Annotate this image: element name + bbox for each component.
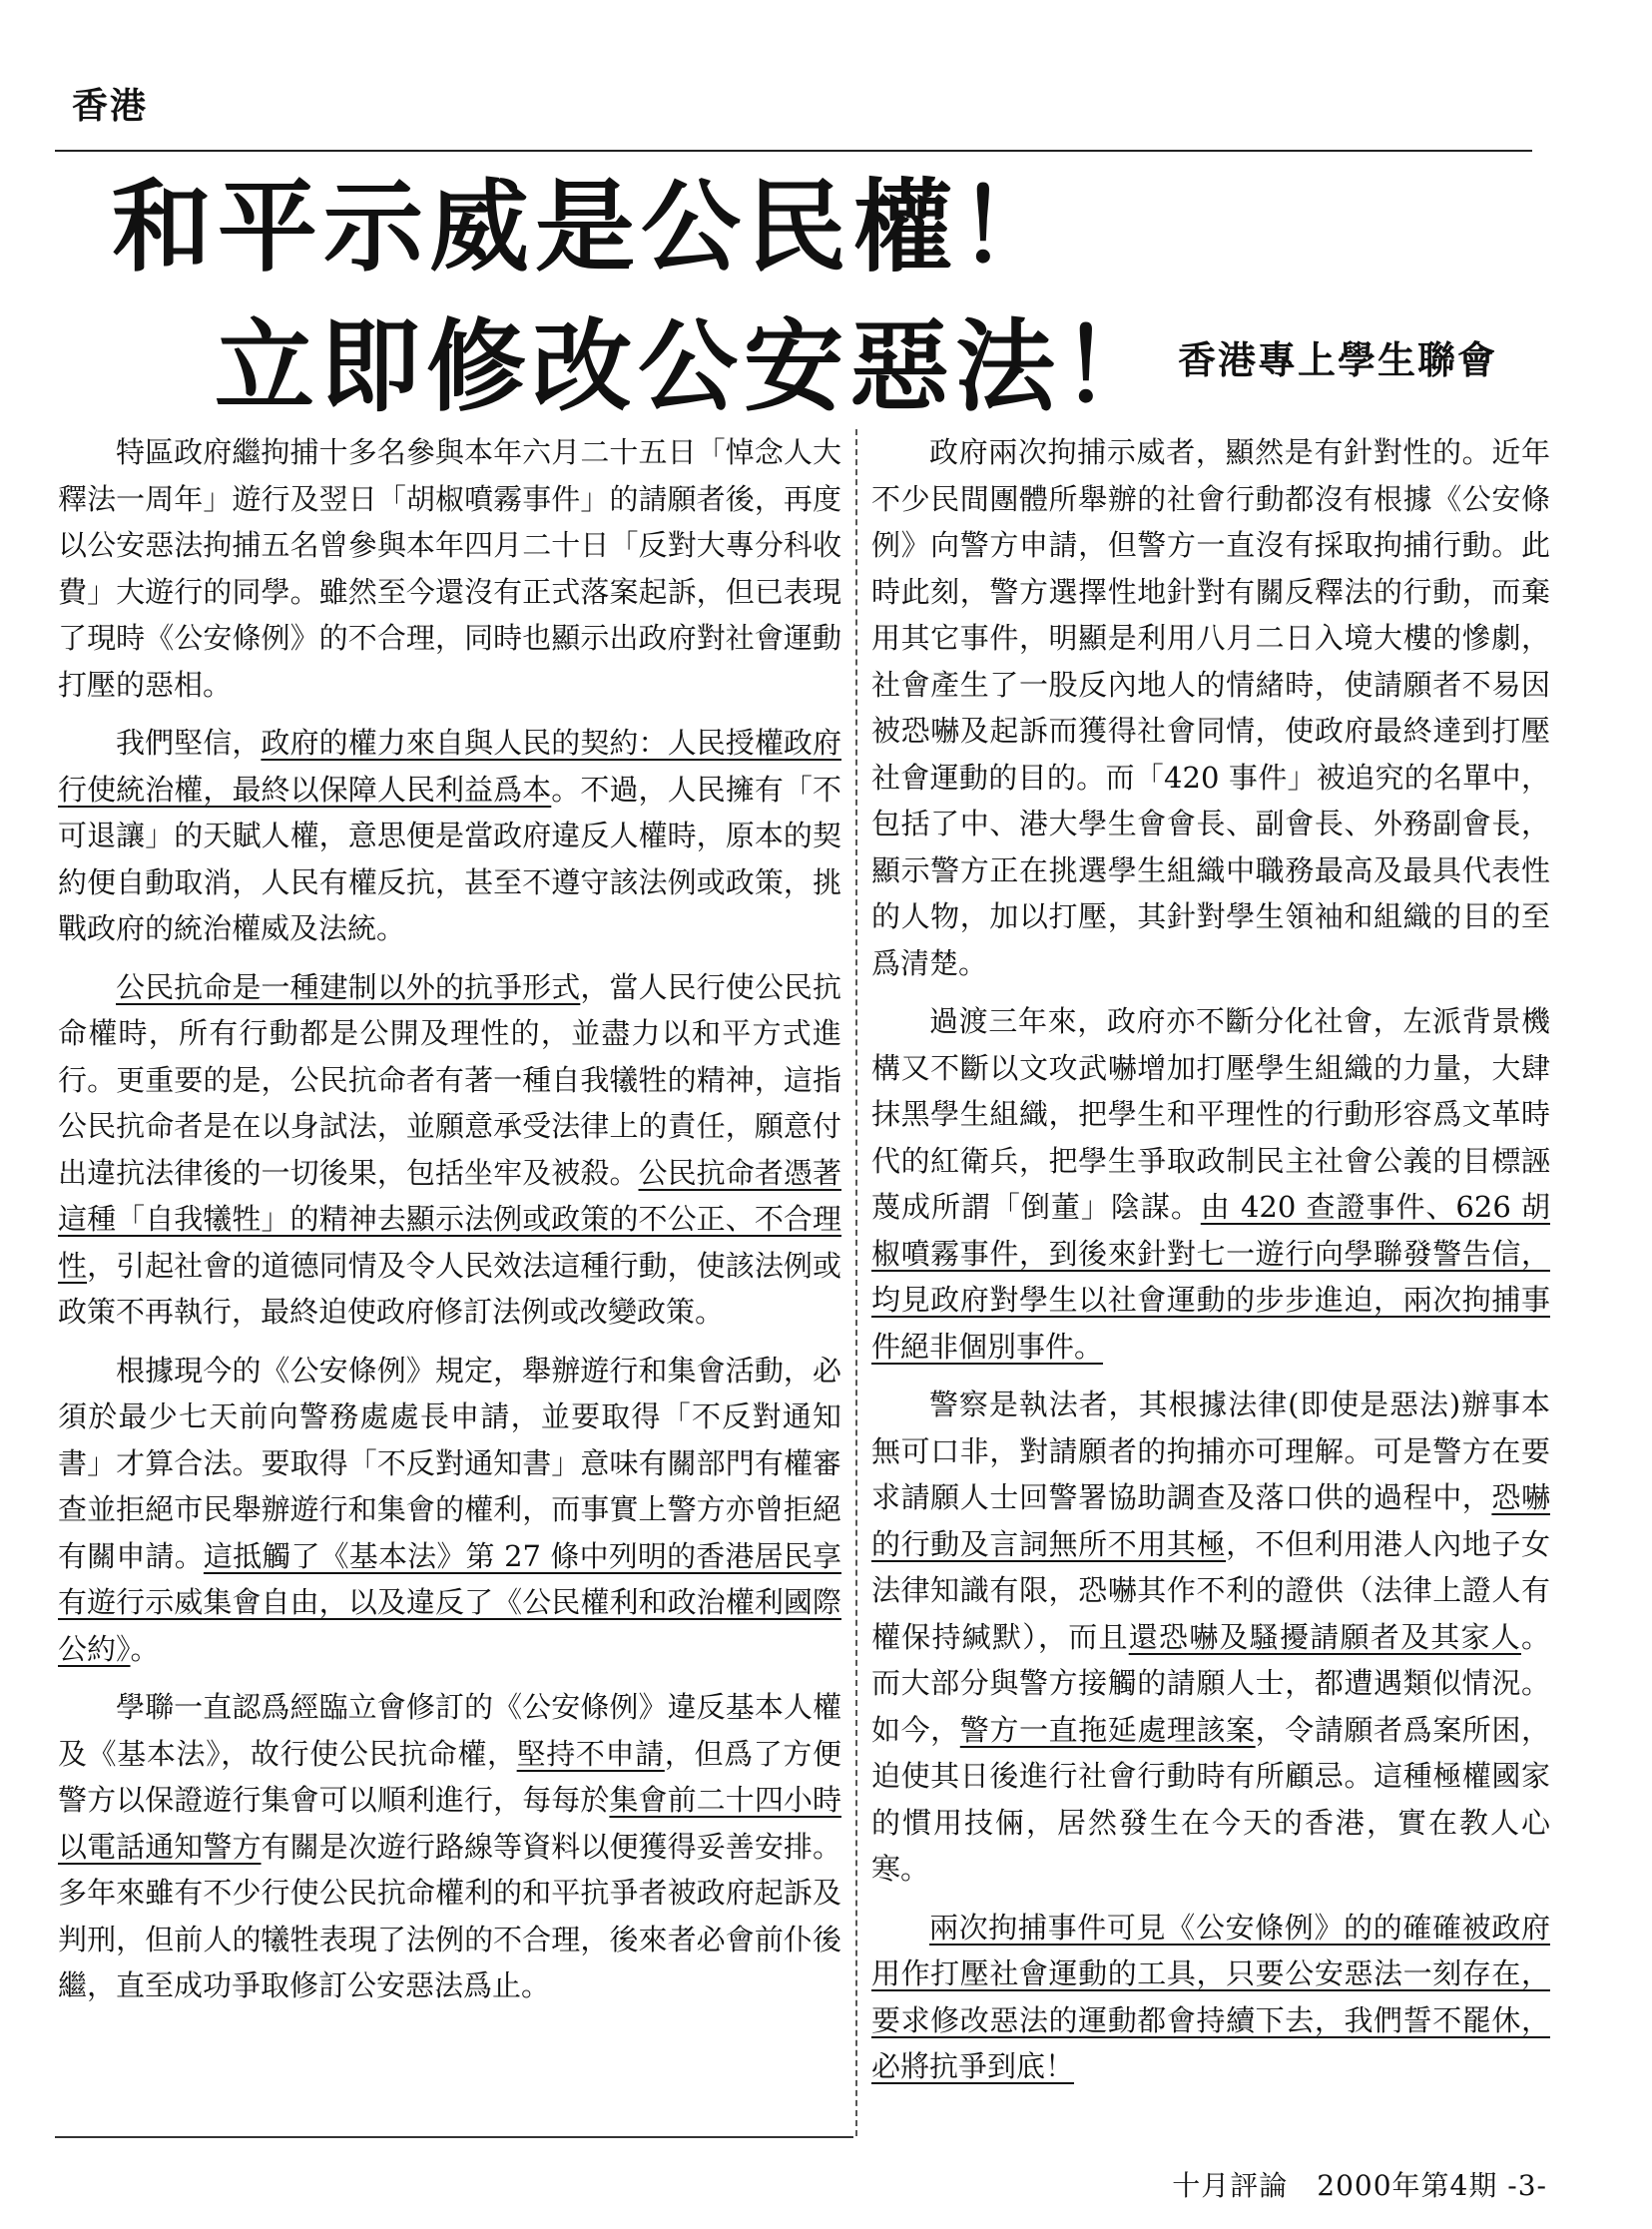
underlined-text: 由 420 查證事件、626 胡椒噴霧事件，到後來針對七一遊行向學聯發警告信，均見政府對學生以社會運動的步步進迫，兩次拘捕事件絕非個別事件。 xyxy=(871,1190,1550,1364)
paragraph xyxy=(871,429,1550,986)
paragraph-text: 警察是執法者，其根據法律(即使是惡法)辦事本無可口非，對請願者的拘捕亦可理解。可是警方在要求請願人士回警署協助調查及落口供的過程中， xyxy=(871,1388,1550,1514)
bottom-rule xyxy=(55,2136,853,2138)
paragraph-text: 。不過，人民擁有「不可退讓」的天賦人權，意思便是當政府違反人權時，原本的契約便自動取消，人民有權反抗，甚至不遵守該法例或政策，挑戰政府的統治權威及法統。 xyxy=(58,772,841,945)
top-rule xyxy=(55,150,1532,152)
underlined-text: 還恐嚇及騷擾請願者及其家人 xyxy=(1128,1619,1521,1654)
paragraph xyxy=(871,1905,1550,2090)
paragraph xyxy=(58,720,841,952)
page-footer: 十月評論 2000年第4期 -3- xyxy=(1172,2169,1547,2202)
paragraph-text: 我們堅信， xyxy=(116,726,262,760)
section-label: 香港 xyxy=(72,86,149,127)
paragraph-text: 特區政府繼拘捕十多名參與本年六月二十五日「悼念人大釋法一周年」遊行及翌日「胡椒噴霧事件」的請願者後，再度以公安惡法拘捕五名曾參與本年四月二十日「反對大專分科收費」大遊行的同學。雖然至今還沒有正式落案起訴，但已表現了現時《公安條例》的不合理，同時也顯示出政府對社會運動打壓的惡相。 xyxy=(58,435,841,702)
paragraph-text: 有關是次遊行路線等資料以便獲得妥善安排。多年來雖有不少行使公民抗命權利的和平抗爭者被政府起訴及判刑，但前人的犧牲表現了法例的不合理，後來者必會前仆後繼，直至成功爭取修訂公安惡法爲止。 xyxy=(58,1829,841,2002)
underlined-text: 警方一直拖延處理該案 xyxy=(959,1712,1256,1747)
paragraph-text: ，引起社會的道德同情及令人民效法這種行動，使該法例或政策不再執行，最終迫使政府修訂法例或改變政策。 xyxy=(58,1248,841,1329)
article-column-right xyxy=(871,429,1550,2102)
author-byline: 香港專上學生聯會 xyxy=(1178,338,1498,382)
paragraph-text: ，當人民行使公民抗命權時，所有行動都是公開及理性的，並盡力以和平方式進行。更重要的是，公民抗命者有著一種自我犧牲的精神，這指公民抗命者是在以身試法，並願意承受法律上的責任，願意付出違抗法律後的一切後果，包括坐牢及被殺。 xyxy=(58,969,841,1190)
article-column-left xyxy=(58,429,841,2021)
paragraph xyxy=(58,1684,841,2009)
paragraph xyxy=(58,964,841,1336)
paragraph xyxy=(871,1382,1550,1893)
paragraph-text: 學聯一直認爲經臨立會修訂的《公安條例》違反基本人權及《基本法》，故行使公民抗命權， xyxy=(58,1690,841,1771)
paragraph-text: 。而大部分與警方接觸的請願人士，都遭遇類似情況。如今， xyxy=(871,1619,1550,1747)
paragraph-text: 政府兩次拘捕示威者，顯然是有針對性的。近年不少民間團體所舉辦的社會行動都沒有根據《公安條例》向警方申請，但警方一直沒有採取拘捕行動。此時此刻，警方選擇性地針對有關反釋法的行動，而棄用其它事件，明顯是利用八月二日入境大樓的慘劇，社會產生了一股反內地人的情緒時，使請願者不易因被恐嚇及起訴而獲得社會同情，使政府最終達到打壓社會運動的目的。而「420 事件」被追究的名單中，包括了中、港大學生會會長、副會長、外務副會長，顯示警方正在挑選學生組織中職務最高及最具代表性的人物，加以打壓，其針對學生領袖和組織的目的至爲清楚。 xyxy=(871,435,1550,980)
paragraph xyxy=(58,1348,841,1673)
column-divider xyxy=(855,429,857,2136)
underlined-text: 堅持不申請 xyxy=(516,1736,665,1771)
paragraph-text: ，但爲了方便警方以保證遊行集會可以順利進行，每每於 xyxy=(58,1736,841,1817)
underlined-text: 這抵觸了《基本法》第 27 條中列明的香港居民享有遊行示威集會自由，以及違反了《公民權利和政治權利國際公約》 xyxy=(58,1538,841,1666)
paragraph-text: 過渡三年來，政府亦不斷分化社會，左派背景機構又不斷以文攻武嚇增加打壓學生組織的力量，大肆抹黑學生組織，把學生和平理性的行動形容爲文革時代的紅衛兵，把學生爭取政制民主社會公義的目標誣蔑成所謂「倒董」陰謀。 xyxy=(871,1004,1550,1224)
headline-line-2: 立即修改公安惡法！ xyxy=(215,308,1167,425)
underlined-text: 政府的權力來自與人民的契約：人民授權政府行使統治權，最終以保障人民利益爲本 xyxy=(58,726,841,807)
underlined-text: 集會前二十四小時以電話通知警方 xyxy=(58,1783,841,1864)
paragraph-text: ，不但利用港人內地子女法律知識有限，恐嚇其作不利的證供（法律上證人有權保持緘默），而且 xyxy=(871,1526,1550,1654)
paragraph-text: 根據現今的《公安條例》規定，舉辦遊行和集會活動，必須於最少七天前向警務處處長申請，並要取得「不反對通知書」才算合法。要取得「不反對通知書」意味有關部門有權審查並拒絕市民舉辦遊行和集會的權利，而事實上警方亦曾拒絕有關申請。 xyxy=(58,1353,841,1573)
underlined-text: 恐嚇的行動及言詞無所不用其極 xyxy=(871,1480,1550,1561)
underlined-text: 公民抗命者憑著這種「自我犧牲」的精神去顯示法例或政策的不公正、不合理性 xyxy=(58,1155,841,1283)
paragraph-text: ，令請願者爲案所困，迫使其日後進行社會行動時有所顧忌。這種極權國家的慣用技倆，居然發生在今天的香港，實在教人心寒。 xyxy=(871,1712,1550,1886)
underlined-text: 公民抗命是一種建制以外的抗爭形式 xyxy=(116,969,581,1004)
paragraph-text: 。 xyxy=(130,1631,160,1666)
paragraph xyxy=(58,429,841,708)
paragraph xyxy=(871,998,1550,1370)
headline-line-1: 和平示威是公民權！ xyxy=(112,169,1064,285)
underlined-text: 兩次拘捕事件可見《公安條例》的的確確被政府用作打壓社會運動的工具，只要公安惡法一刻存在，要求修改惡法的運動都會持續下去，我們誓不罷休，必將抗爭到底！ xyxy=(871,1910,1550,2083)
